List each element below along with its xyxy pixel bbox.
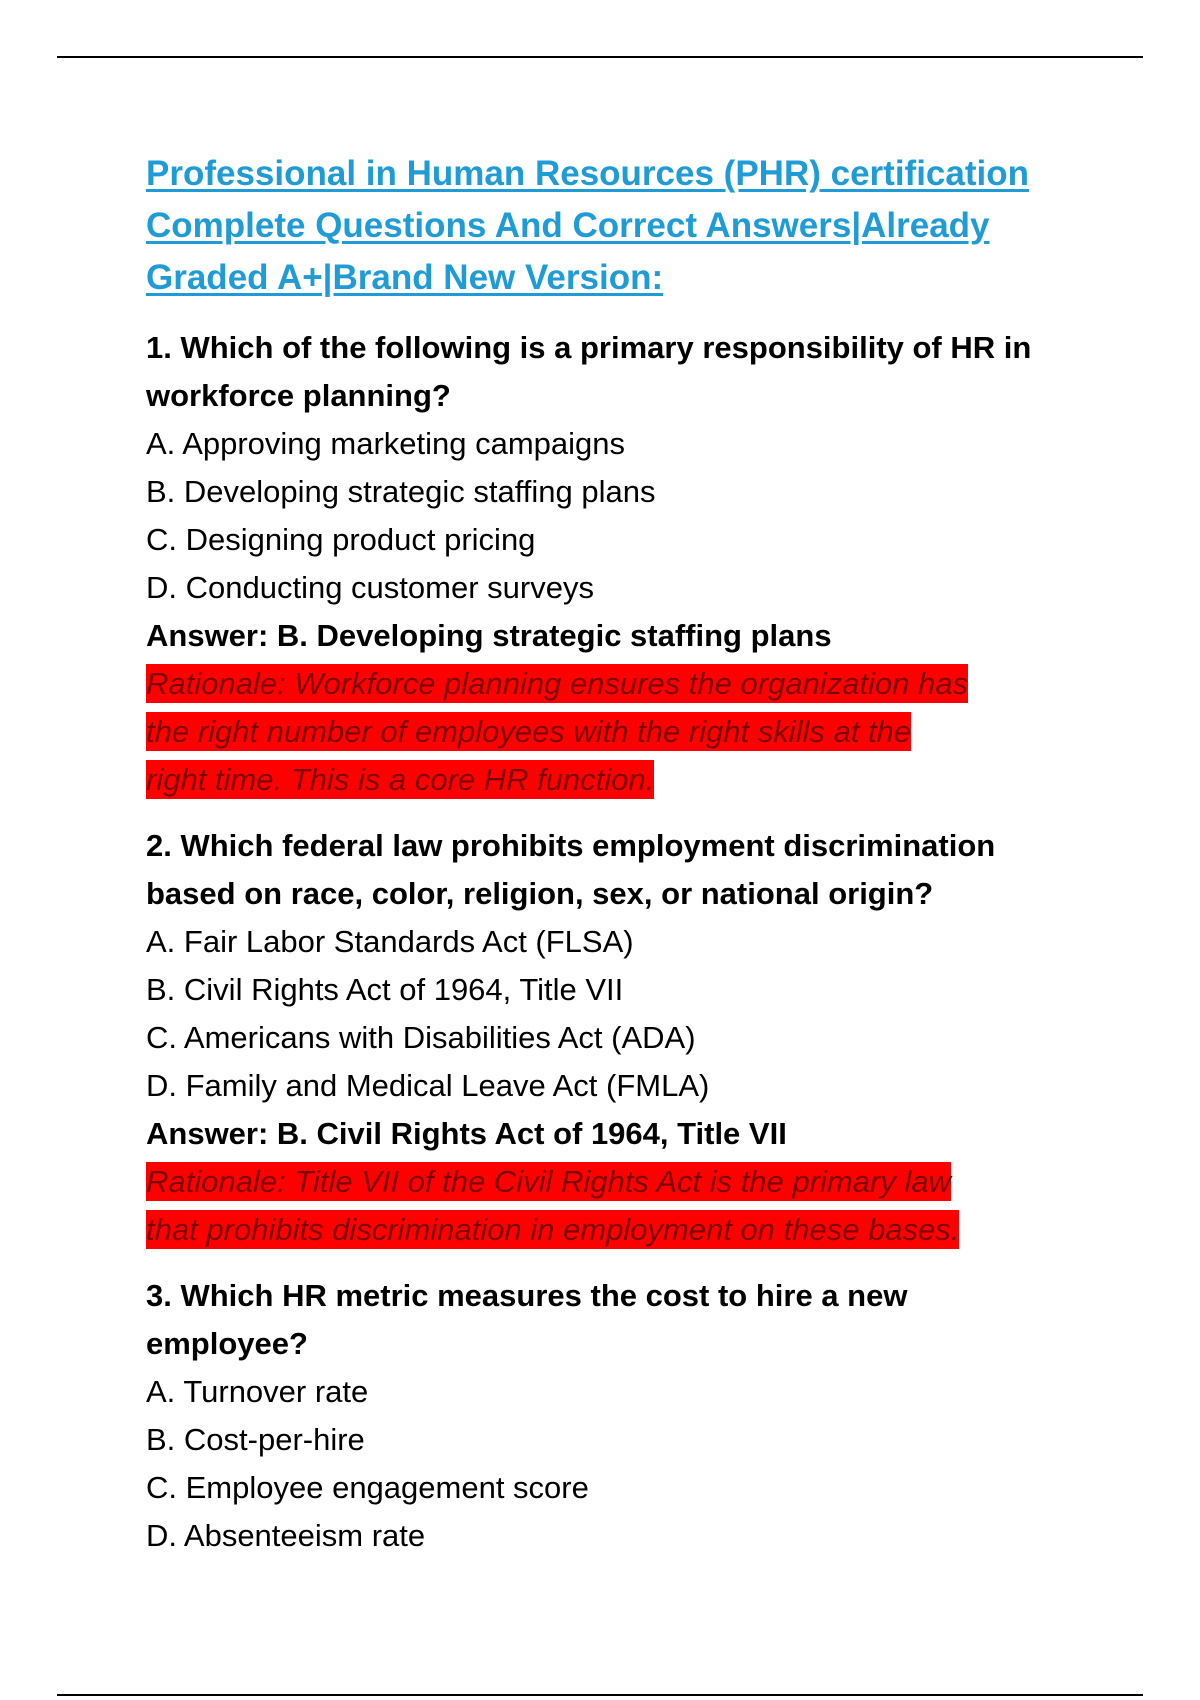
option-c: C. Employee engagement score xyxy=(146,1470,589,1505)
option-d: D. Family and Medical Leave Act (FMLA) xyxy=(146,1068,710,1103)
question-block-2 xyxy=(146,822,1076,1254)
rationale-line xyxy=(146,756,1076,804)
bottom-rule xyxy=(57,1694,1143,1696)
rationale-highlight: Rationale: Title VII of the Civil Rights Act is the primary law xyxy=(146,1164,951,1199)
option-d: D. Absenteeism rate xyxy=(146,1518,426,1553)
option-a: A. Approving marketing campaigns xyxy=(146,426,626,461)
option-c: C. Designing product pricing xyxy=(146,522,536,557)
rationale-line xyxy=(146,708,1076,756)
rationale-highlight: the right number of employees with the right skills at the xyxy=(146,714,912,749)
option-b: B. Cost-per-hire xyxy=(146,1422,365,1457)
answer-text: Answer: B. Developing strategic staffing plans xyxy=(146,618,832,653)
answer-text: Answer: B. Civil Rights Act of 1964, Title VII xyxy=(146,1116,787,1151)
rationale-line xyxy=(146,1158,1076,1206)
rationale-highlight: that prohibits discrimination in employment on these bases. xyxy=(146,1212,960,1247)
option-a: A. Fair Labor Standards Act (FLSA) xyxy=(146,924,634,959)
question-block-3 xyxy=(146,1272,1076,1560)
question-block-1 xyxy=(146,324,1076,804)
option-b: B. Civil Rights Act of 1964, Title VII xyxy=(146,972,624,1007)
option-c: C. Americans with Disabilities Act (ADA) xyxy=(146,1020,696,1055)
option-a: A. Turnover rate xyxy=(146,1374,369,1409)
document-body xyxy=(146,148,1076,1578)
rationale-line xyxy=(146,1206,1076,1254)
document-title xyxy=(146,148,1076,304)
question-text: 3. Which HR metric measures the cost to hire a new employee? xyxy=(146,1278,908,1361)
top-rule xyxy=(57,56,1143,58)
question-text: 2. Which federal law prohibits employment discrimination based on race, color, religion, sex, or national origin? xyxy=(146,828,996,911)
rationale-line xyxy=(146,660,1076,708)
title-bold-part: Professional in Human Resources (PHR) xyxy=(146,154,821,193)
option-b: B. Developing strategic staffing plans xyxy=(146,474,656,509)
option-d: D. Conducting customer surveys xyxy=(146,570,594,605)
rationale-highlight: right time. This is a core HR function. xyxy=(146,762,655,797)
question-text: 1. Which of the following is a primary responsibility of HR in workforce planning? xyxy=(146,330,1032,413)
title-link[interactable] xyxy=(146,154,1029,297)
title-rest-part: certification Complete Questions And Correct Answers|Already Graded A+|Brand New Version: xyxy=(146,154,1029,297)
rationale-highlight: Rationale: Workforce planning ensures the organization has xyxy=(146,666,968,701)
